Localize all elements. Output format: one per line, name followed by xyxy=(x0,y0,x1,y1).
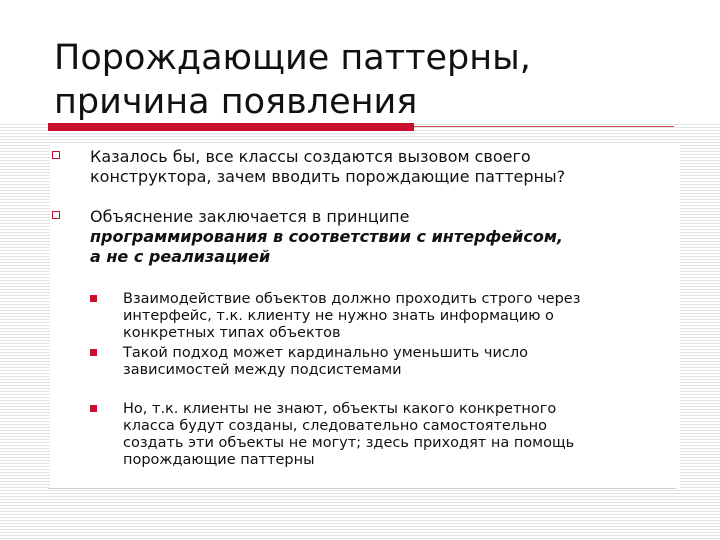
bullet-item-1 xyxy=(50,147,565,187)
filled-square-bullet-icon xyxy=(90,349,97,356)
sub-bullet-3-line-3: создать эти объекты не могут; здесь приходят на помощь xyxy=(123,435,575,451)
title-underline-thin xyxy=(414,126,674,127)
sub-bullet-2-line-2: зависимостей между подсистемами xyxy=(123,362,402,378)
bullet-1-line-2: конструктора, зачем вводить порождающие паттерны? xyxy=(90,167,566,186)
filled-square-bullet-icon xyxy=(90,405,97,412)
hollow-square-bullet-icon xyxy=(52,211,60,219)
bullet-2-line-1: Объяснение заключается в принципе xyxy=(90,207,410,226)
sub-bullet-3-line-4: порождающие паттерны xyxy=(123,452,315,468)
sub-bullet-1-line-1: Взаимодействие объектов должно проходить строго через xyxy=(123,291,581,307)
sub-bullet-item-1 xyxy=(50,291,580,342)
title-line-1: Порождающие паттерны, xyxy=(54,38,531,78)
bottom-divider xyxy=(48,488,676,489)
content-area xyxy=(50,145,680,490)
filled-square-bullet-icon xyxy=(90,295,97,302)
sub-bullet-3-line-1: Но, т.к. клиенты не знают, объекты какого конкретного xyxy=(123,401,557,417)
bullet-item-2 xyxy=(50,207,563,267)
sub-bullet-item-3 xyxy=(50,401,574,469)
slide-title xyxy=(54,36,694,124)
sub-bullet-1-line-2: интерфейс, т.к. клиенту не нужно знать информацию о xyxy=(123,308,554,324)
sub-bullet-1-line-3: конкретных типах объектов xyxy=(123,325,341,341)
title-line-2: причина появления xyxy=(54,82,418,122)
sub-bullet-3-line-2: класса будут созданы, следовательно самостоятельно xyxy=(123,418,547,434)
hollow-square-bullet-icon xyxy=(52,151,60,159)
bullet-2-emphasis-line-2: а не с реализацией xyxy=(90,247,271,266)
sub-bullet-2-line-1: Такой подход может кардинально уменьшить число xyxy=(123,345,529,361)
title-underline-red xyxy=(48,123,414,131)
bullet-2-emphasis-line-1: программирования в соответствии с интерфейсом, xyxy=(90,227,563,246)
sub-bullet-item-2 xyxy=(50,345,528,379)
bullet-1-line-1: Казалось бы, все классы создаются вызовом своего xyxy=(90,147,531,166)
